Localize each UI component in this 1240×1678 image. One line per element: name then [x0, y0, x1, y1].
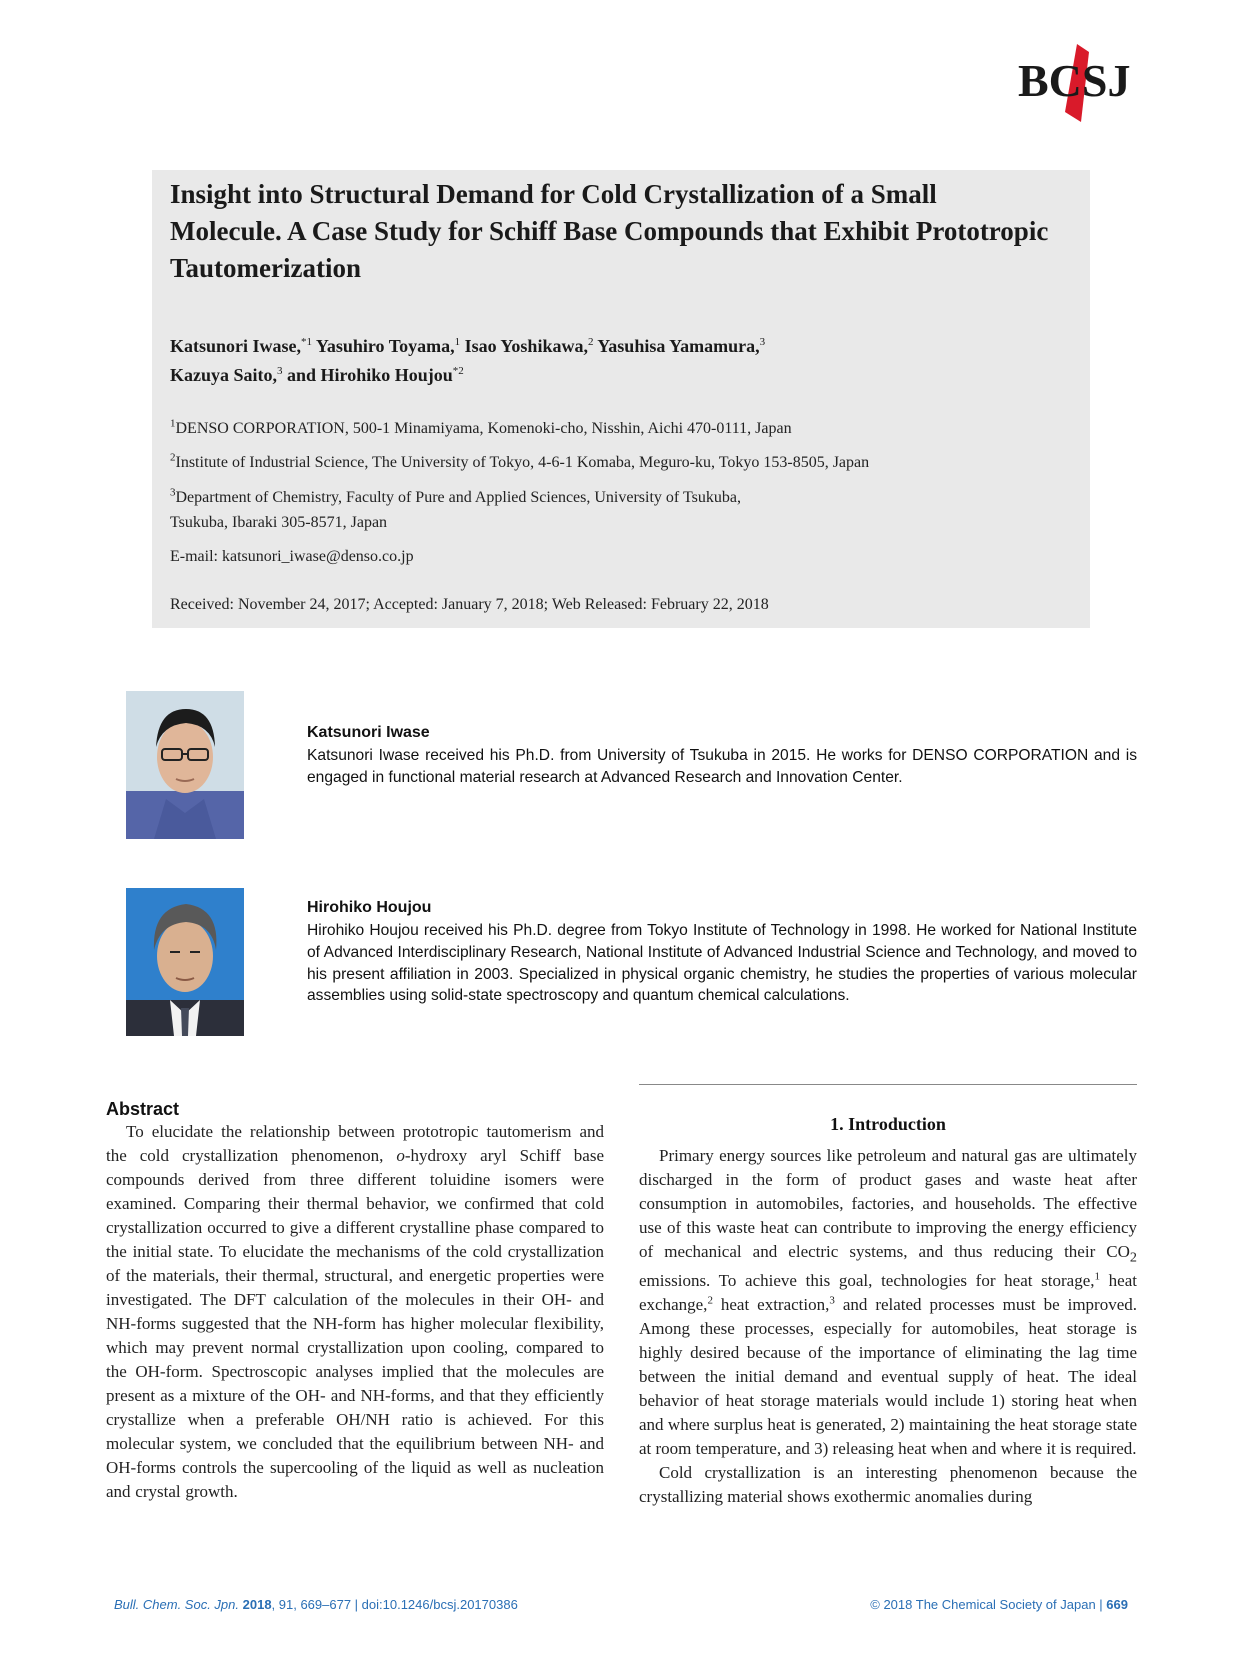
abstract-section	[106, 1098, 604, 1504]
intro-paragraph-1: Primary energy sources like petroleum and natural gas are ultimately discharged in the form of product gases and waste heat after consumption in automobiles, factories, and households. The effective use of this waste heat can contribute to improving the energy efficiency of mechanical and electric systems, and thus reducing their $CO_2$ emissions. To achieve this goal, technologies for heat storage,$^1$ heat exchange,$^2$ heat extraction,$^3$ and related processes must be improved. Among these processes, especially for automobiles, heat storage is highly desired because of the importance of eliminating the lag time between the initial demand and eventual supply of heat. The ideal behavior of heat storage materials would include 1) storing heat when and where surplus heat is generated, 2) maintaining the heat storage state at room temperature, and 3) releasing heat when and where it is required.	[639, 1146, 1138, 1459]
author: Yasuhiro Toyama,$^1$	[315, 336, 461, 356]
doi-link[interactable]: , 91, 669–677 | doi:10.1246/bcsj.20170386	[271, 1597, 518, 1612]
footer-copyright: © 2018 The Chemical Society of Japan | 669	[870, 1597, 1128, 1612]
affiliation-3: $^3$Department of Chemistry, Faculty of Pure and Applied Sciences, University of Tsukuba, Tsukuba, Ibaraki 305-8571, Japan	[170, 486, 741, 531]
author: Kazuya Saito,$^3$	[170, 365, 283, 385]
received-dates: Received: November 24, 2017; Accepted: January 7, 2018; Web Released: February 22, 2018	[170, 596, 769, 613]
bio-text: Katsunori Iwase received his Ph.D. from University of Tsukuba in 2015. He works for DENSO CORPORATION and is engaged in functional material research at Advanced Research and Innovation Center.	[307, 747, 1137, 786]
footer-citation: Bull. Chem. Soc. Jpn. 2018, 91, 669–677 | doi:10.1246/bcsj.20170386	[114, 1597, 518, 1612]
author-list	[170, 332, 1070, 390]
paper-title: Insight into Structural Demand for Cold Crystallization of a Small Molecule. A Case Study for Schiff Base Compounds that Exhibit Prototropic Tautomerization	[170, 179, 1049, 283]
bio-name: Katsunori Iwase	[307, 724, 430, 741]
bio-name: Hirohiko Houjou	[307, 899, 432, 916]
logo-text: BCSJ	[1018, 55, 1131, 106]
author-photo-houjou	[126, 888, 244, 1036]
affiliation-2: $^2$Institute of Industrial Science, The University of Tokyo, 4-6-1 Komaba, Meguro-ku, Tokyo 153-8505, Japan	[170, 451, 870, 471]
abstract-body: To elucidate the relationship between prototropic tautomerism and the cold crystallization phenomenon, o-hydroxy aryl Schiff base compounds derived from three different toluidine isomers were examined. Comparing their thermal behavior, we confirmed that cold crystallization occurred to give a different crystalline phase compared to the initial state. To elucidate the mechanisms of the cold crystallization of the materials, their thermal, structural, and energetic properties were investigated. The DFT calculation of the molecules in their OH- and NH-forms suggested that the NH-form has higher molecular flexibility, which may prevent normal crystallization upon cooling, compared to the OH-form. Spectroscopic analyses implied that the molecules are present as a mixture of the OH- and NH-forms, and that they efficiently crystallize when a preferable OH/NH ratio is achieved. For this molecular system, we concluded that the equilibrium between NH- and OH-forms controls the supercooling of the liquid as well as nucleation and crystal growth.	[106, 1122, 604, 1501]
section-divider	[639, 1084, 1137, 1085]
introduction-section	[639, 1112, 1137, 1509]
bio-text: Hirohiko Houjou received his Ph.D. degree from Tokyo Institute of Technology in 1998. He worked for National Institute of Advanced Interdisciplinary Research, National Institute of Advanced Industrial Science and Technology, and moved to his present affiliation in 2003. Specialized in physical organic chemistry, he studies the properties of various molecular assemblies using solid-state spectroscopy and quantum chemical calculations.	[307, 922, 1137, 1005]
author: Yasuhisa Yamamura,$^3$	[597, 336, 766, 356]
author: and Hirohiko Houjou$^{*2}$	[287, 365, 464, 385]
abstract-heading: Abstract	[106, 1099, 180, 1119]
contact-email[interactable]: E-mail: katsunori_iwase@denso.co.jp	[170, 548, 414, 565]
author: Katsunori Iwase,$^{*1}$	[170, 336, 313, 356]
intro-heading: 1. Introduction	[830, 1114, 946, 1134]
affiliation-1: $^1$DENSO CORPORATION, 500-1 Minamiyama, Komenoki-cho, Nisshin, Aichi 470-0111, Japan	[170, 417, 792, 437]
intro-paragraph-2: Cold crystallization is an interesting phenomenon because the crystallizing material shows exothermic anomalies during	[639, 1463, 1137, 1507]
author-photo-iwase	[126, 691, 244, 839]
bio-iwase	[307, 722, 1137, 789]
author: Isao Yoshikawa,$^2$	[464, 336, 594, 356]
journal-logo	[1015, 42, 1137, 126]
bio-houjou	[307, 897, 1137, 1007]
page-number: 669	[1106, 1597, 1128, 1612]
